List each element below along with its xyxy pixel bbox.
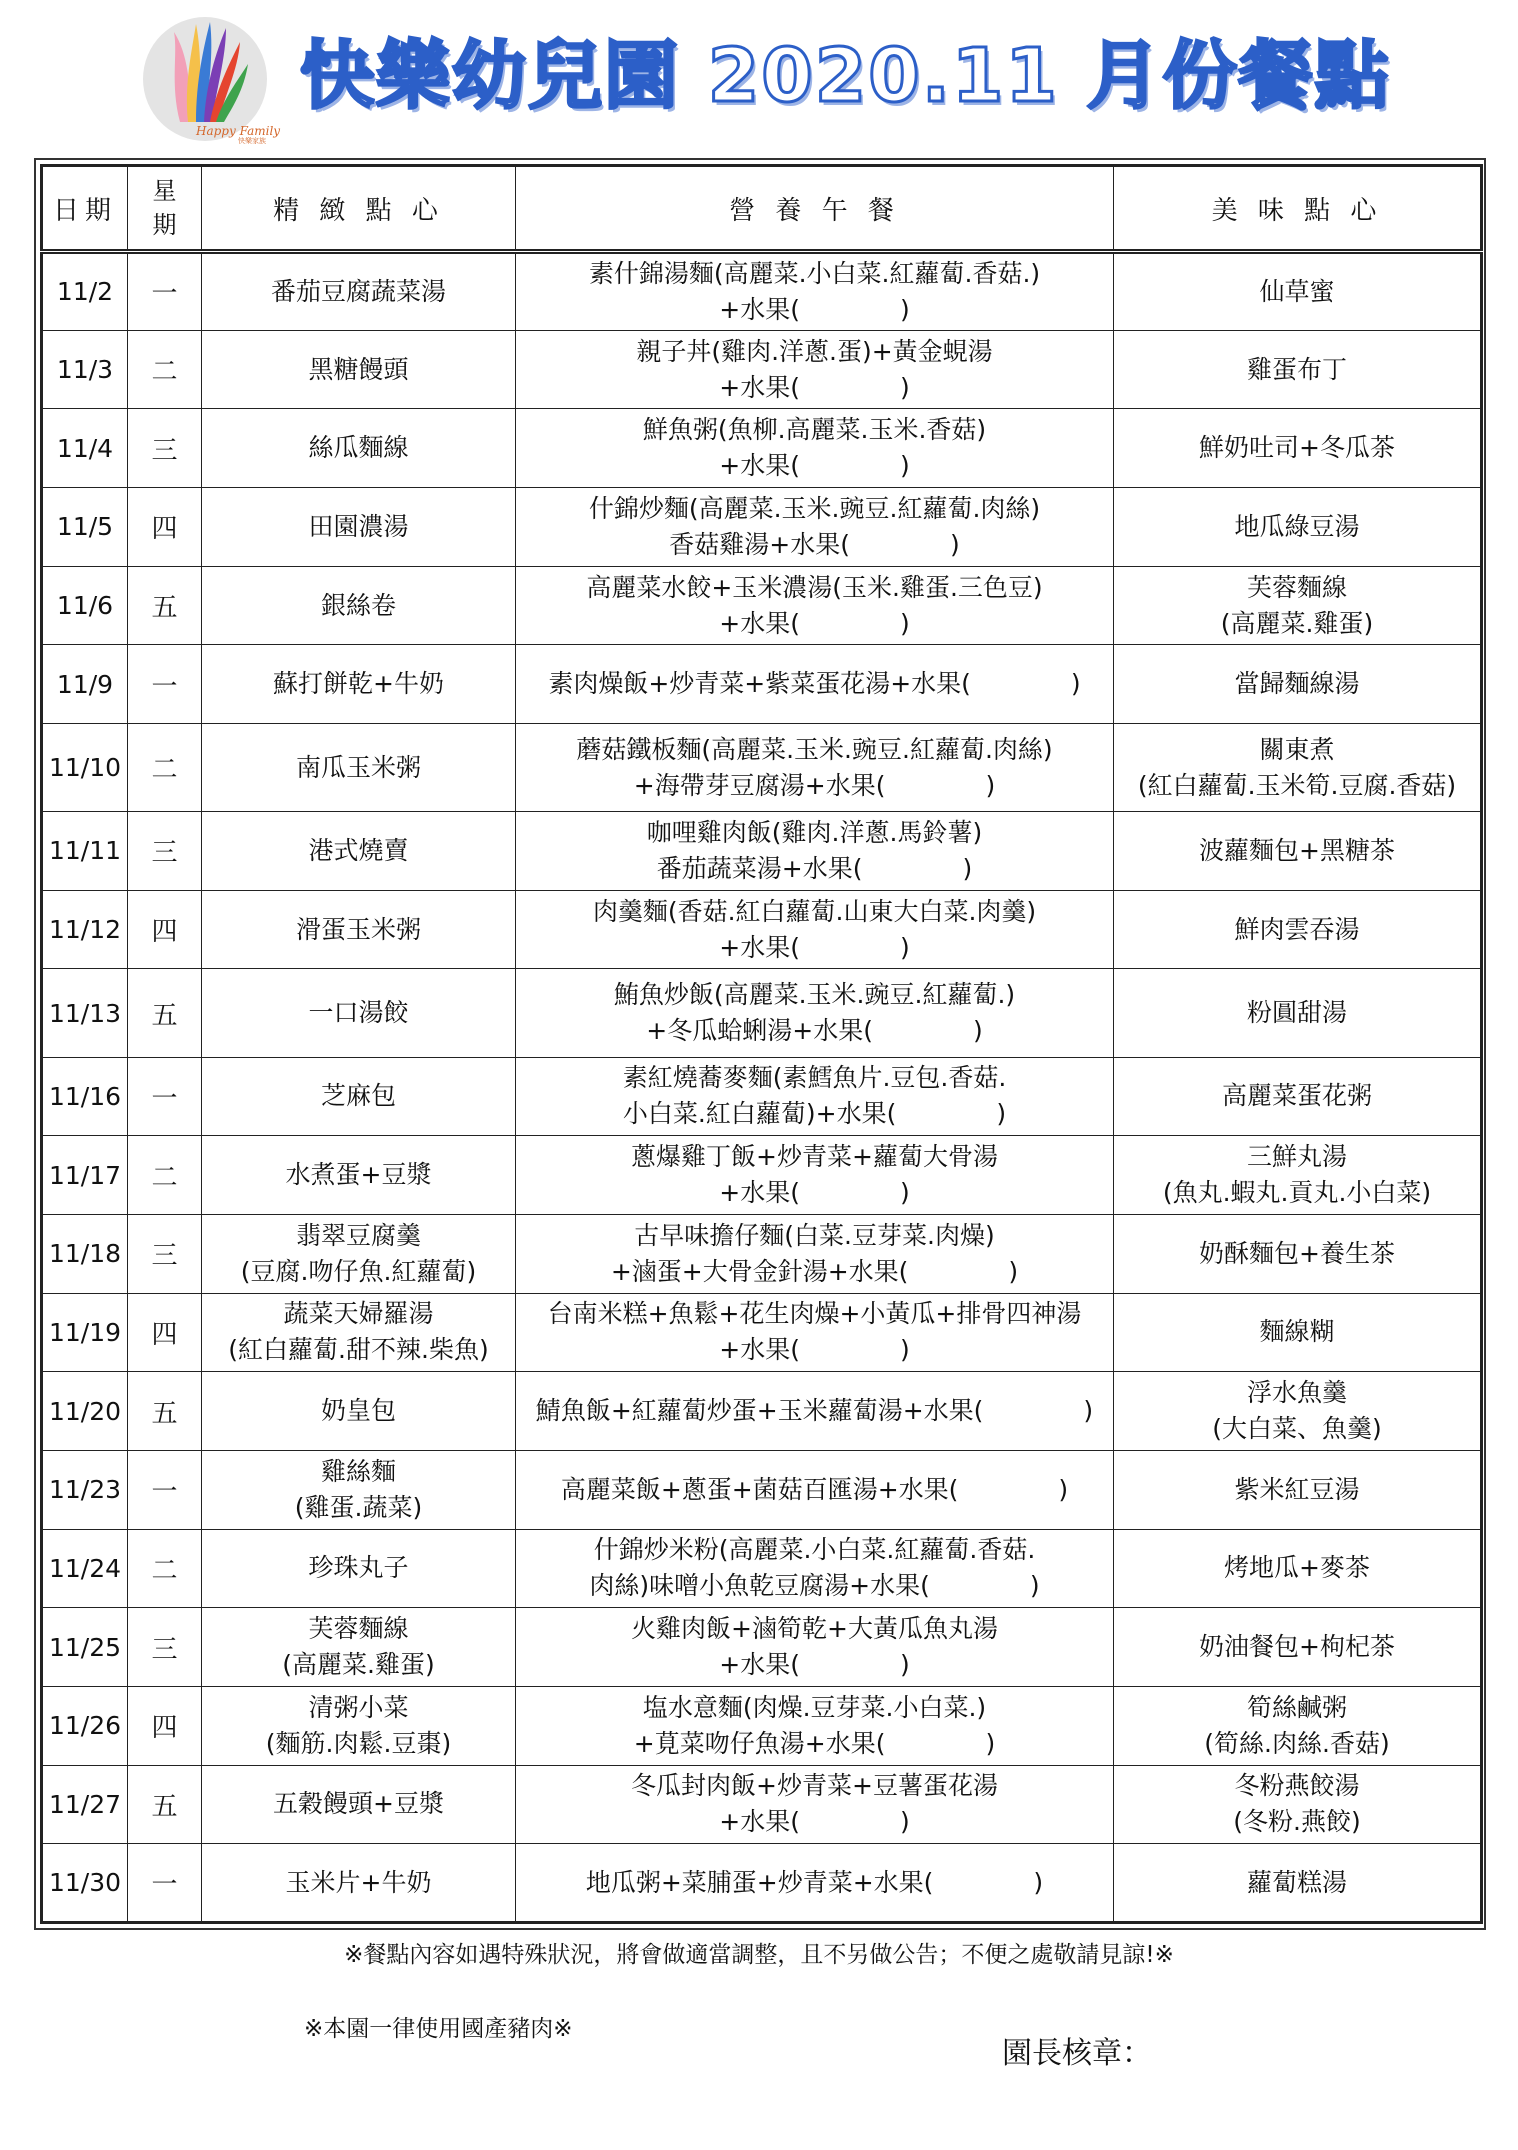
lunch-cell-line: +水果( ) [719,294,910,324]
date-cell: 11/12 [42,890,128,969]
morning-snack-cell-line: 芝麻包 [320,1081,396,1111]
afternoon-snack-cell [1114,409,1482,488]
weekday-cell: 三 [128,409,202,488]
weekday-cell: 四 [128,1686,202,1765]
lunch-cell-line: +莧菜吻仔魚湯+水果( ) [633,1728,996,1758]
lunch-cell-line: 冬瓜封肉飯+炒青菜+豆薯蛋花湯 [631,1771,998,1801]
weekday-cell: 三 [128,812,202,891]
afternoon-snack-cell-line: 奶油餐包+枸杞茶 [1199,1632,1395,1662]
table-row [42,890,1482,969]
weekday-cell: 二 [128,724,202,812]
lunch-cell [516,1214,1114,1293]
morning-snack-cell [202,724,516,812]
lunch-cell-line: +水果( ) [719,608,910,638]
lunch-cell [516,1529,1114,1608]
morning-snack-cell [202,969,516,1057]
lunch-cell [516,1136,1114,1215]
lunch-cell [516,1450,1114,1529]
date-cell: 11/23 [42,1450,128,1529]
afternoon-snack-cell-line: 浮水魚羹 [1246,1378,1347,1408]
lunch-cell [516,969,1114,1057]
table-row [42,1057,1482,1136]
weekday-cell: 四 [128,1293,202,1372]
date-cell: 11/30 [42,1844,128,1923]
morning-snack-cell-line: 港式燒賣 [308,835,409,865]
table-row [42,1608,1482,1687]
afternoon-snack-cell [1114,724,1482,812]
weekday-cell: 四 [128,890,202,969]
pork-origin-note: ※本園一律使用國產豬肉※ [304,2016,573,2042]
afternoon-snack-cell-line: 波蘿麵包+黑糖茶 [1199,835,1395,865]
lunch-cell [516,1293,1114,1372]
lunch-cell-line: +海帶芽豆腐湯+水果( ) [633,770,996,800]
date-cell: 11/9 [42,645,128,724]
date-cell: 11/16 [42,1057,128,1136]
lunch-cell-line: 鯖魚飯+紅蘿蔔炒蛋+玉米蘿蔔湯+水果( ) [535,1396,1094,1426]
morning-snack-cell-line: 滑蛋玉米粥 [295,914,421,944]
morning-snack-cell [202,1686,516,1765]
afternoon-snack-cell [1114,1765,1482,1844]
page-title: 快樂幼兒園 2020.11 月份餐點 [300,33,1391,119]
table-row [42,1450,1482,1529]
col-header-afternoon-snack: 美 味 點 心 [1114,166,1482,252]
afternoon-snack-cell-line: 鮮奶吐司+冬瓜茶 [1199,433,1395,463]
weekday-cell: 二 [128,1529,202,1608]
date-cell: 11/17 [42,1136,128,1215]
lunch-cell-line: 蘑菇鐵板麵(高麗菜.玉米.豌豆.紅蘿蔔.肉絲) [576,734,1053,764]
weekday-cell: 五 [128,1372,202,1451]
lunch-cell-line: 台南米糕+魚鬆+花生肉燥+小黃瓜+排骨四神湯 [547,1299,1082,1329]
lunch-cell-line: 地瓜粥+菜脯蛋+炒青菜+水果( ) [585,1867,1044,1897]
afternoon-snack-cell [1114,1136,1482,1215]
table-row [42,488,1482,567]
morning-snack-cell [202,566,516,645]
afternoon-snack-cell [1114,1529,1482,1608]
morning-snack-cell-line: 銀絲卷 [320,590,396,620]
date-cell: 11/11 [42,812,128,891]
lunch-cell [516,890,1114,969]
morning-snack-cell-line: 翡翠豆腐羹 [295,1220,421,1250]
afternoon-snack-cell [1114,566,1482,645]
lunch-cell [516,1372,1114,1451]
table-row [42,1529,1482,1608]
date-cell: 11/20 [42,1372,128,1451]
morning-snack-cell-line: 蘇打餅乾+牛奶 [273,669,444,699]
weekday-cell: 五 [128,969,202,1057]
lunch-cell-line: 親子丼(雞肉.洋蔥.蛋)+黃金蜆湯 [636,336,993,366]
table-row [42,969,1482,1057]
lunch-cell [516,1844,1114,1923]
weekday-cell: 二 [128,1136,202,1215]
morning-snack-cell-line: 五穀饅頭+豆漿 [273,1789,444,1819]
lunch-cell-line: +冬瓜蛤蜊湯+水果( ) [646,1016,983,1046]
afternoon-snack-cell-line: (魚丸.蝦丸.貢丸.小白菜) [1162,1178,1432,1208]
morning-snack-cell [202,1844,516,1923]
afternoon-snack-cell [1114,1608,1482,1687]
weekday-cell: 三 [128,1214,202,1293]
afternoon-snack-cell-line: 仙草蜜 [1259,276,1335,306]
table-row [42,1686,1482,1765]
afternoon-snack-cell [1114,1214,1482,1293]
table-row [42,1372,1482,1451]
date-cell: 11/27 [42,1765,128,1844]
afternoon-snack-cell [1114,1057,1482,1136]
morning-snack-cell-line: (高麗菜.雞蛋) [282,1650,435,1680]
date-cell: 11/3 [42,330,128,409]
table-row [42,566,1482,645]
principal-stamp-label: 園長核章： [1002,2036,1152,2071]
morning-snack-cell [202,1608,516,1687]
morning-snack-cell [202,488,516,567]
afternoon-snack-cell [1114,969,1482,1057]
lunch-cell [516,252,1114,331]
afternoon-snack-cell-line: 粉圓甜湯 [1246,998,1347,1028]
table-row [42,724,1482,812]
lunch-cell-line: 肉絲)味噌小魚乾豆腐湯+水果( ) [589,1571,1040,1601]
lunch-cell-line: +水果( ) [719,1335,910,1365]
weekday-cell: 一 [128,1450,202,1529]
morning-snack-cell-line: 清粥小菜 [308,1692,409,1722]
lunch-cell-line: +水果( ) [719,451,910,481]
morning-snack-cell [202,1529,516,1608]
afternoon-snack-cell-line: 麵線糊 [1259,1317,1335,1347]
afternoon-snack-cell-line: 三鮮丸湯 [1246,1142,1347,1172]
lunch-cell [516,1057,1114,1136]
afternoon-snack-cell [1114,488,1482,567]
weekday-cell: 五 [128,566,202,645]
lunch-cell [516,488,1114,567]
lunch-cell-line: +水果( ) [719,1178,910,1208]
lunch-cell-line: 塩水意麵(肉燥.豆芽菜.小白菜.) [642,1692,987,1722]
afternoon-snack-cell-line: (大白菜、魚羹) [1212,1414,1382,1444]
adjustment-note: ※餐點內容如遇特殊狀況，將會做適當調整，且不另做公告；不便之處敬請見諒!※ [344,1942,1174,1968]
morning-snack-cell-line: 南瓜玉米粥 [295,752,421,782]
date-cell: 11/24 [42,1529,128,1608]
afternoon-snack-cell [1114,890,1482,969]
morning-snack-cell-line: (麵筋.肉鬆.豆棗) [265,1728,452,1758]
morning-snack-cell [202,1450,516,1529]
lunch-cell-line: 鮮魚粥(魚柳.高麗菜.玉米.香菇) [642,415,987,445]
morning-snack-cell-line: 水煮蛋+豆漿 [285,1160,432,1190]
lunch-cell [516,330,1114,409]
lunch-cell-line: 鮪魚炒飯(高麗菜.玉米.豌豆.紅蘿蔔.) [613,980,1016,1010]
table-row [42,252,1482,331]
morning-snack-cell [202,252,516,331]
weekday-cell: 四 [128,488,202,567]
afternoon-snack-cell [1114,812,1482,891]
afternoon-snack-cell [1114,252,1482,331]
date-cell: 11/26 [42,1686,128,1765]
table-row [42,1765,1482,1844]
morning-snack-cell-line: (豆腐.吻仔魚.紅蘿蔔) [240,1256,477,1286]
afternoon-snack-cell-line: 芙蓉麵線 [1246,572,1347,602]
afternoon-snack-cell-line: 鮮肉雲吞湯 [1234,914,1360,944]
flame-logo-icon [140,14,281,145]
col-header-lunch: 營 養 午 餐 [516,166,1114,252]
afternoon-snack-cell [1114,645,1482,724]
afternoon-snack-cell-line: 地瓜綠豆湯 [1234,511,1360,541]
afternoon-snack-cell-line: 關東煮 [1259,734,1335,764]
morning-snack-cell [202,330,516,409]
table-row [42,1293,1482,1372]
lunch-cell-line: +水果( ) [719,932,910,962]
lunch-cell-line: 蔥爆雞丁飯+炒青菜+蘿蔔大骨湯 [631,1142,998,1172]
morning-snack-cell-line: 番茄豆腐蔬菜湯 [270,276,446,306]
morning-snack-cell [202,1293,516,1372]
afternoon-snack-cell [1114,1686,1482,1765]
weekday-cell: 五 [128,1765,202,1844]
svg-text:Happy Family: Happy Family [196,124,281,138]
morning-snack-cell-line: (紅白蘿蔔.甜不辣.柴魚) [228,1335,489,1365]
table-header-row [42,166,1482,252]
date-cell: 11/25 [42,1608,128,1687]
lunch-cell-line: 什錦炒麵(高麗菜.玉米.豌豆.紅蘿蔔.肉絲) [588,493,1041,523]
lunch-cell-line: 什錦炒米粉(高麗菜.小白菜.紅蘿蔔.香菇. [593,1535,1036,1565]
date-cell: 11/18 [42,1214,128,1293]
lunch-cell [516,409,1114,488]
afternoon-snack-cell-line: 紫米紅豆湯 [1234,1474,1360,1504]
afternoon-snack-cell-line: (高麗菜.雞蛋) [1220,608,1374,638]
afternoon-snack-cell-line: (紅白蘿蔔.玉米筍.豆腐.香菇) [1137,770,1457,800]
lunch-cell-line: 咖哩雞肉飯(雞肉.洋蔥.馬鈴薯) [646,817,983,847]
table-row [42,812,1482,891]
date-cell: 11/13 [42,969,128,1057]
lunch-cell-line: 肉羹麵(香菇.紅白蘿蔔.山東大白菜.肉羹) [592,896,1037,926]
lunch-cell-line: 高麗菜水餃+玉米濃湯(玉米.雞蛋.三色豆) [586,572,1043,602]
afternoon-snack-cell-line: (冬粉.燕餃) [1233,1807,1361,1837]
morning-snack-cell-line: 絲瓜麵線 [308,433,409,463]
lunch-cell [516,1686,1114,1765]
table-row [42,645,1482,724]
morning-snack-cell-line: 奶皇包 [320,1396,396,1426]
page-header [0,0,1518,150]
weekday-cell: 一 [128,1844,202,1923]
lunch-cell [516,566,1114,645]
date-cell: 11/4 [42,409,128,488]
lunch-cell-line: +滷蛋+大骨金針湯+水果( ) [610,1256,1019,1286]
morning-snack-cell-line: 蔬菜天婦羅湯 [283,1299,434,1329]
weekday-cell: 一 [128,252,202,331]
afternoon-snack-cell-line: 冬粉燕餃湯 [1234,1771,1360,1801]
morning-snack-cell [202,645,516,724]
afternoon-snack-cell-line: 奶酥麵包+養生茶 [1199,1238,1395,1268]
morning-snack-cell-line: 田園濃湯 [308,511,409,541]
lunch-cell-line: +水果( ) [719,1807,910,1837]
lunch-cell-line: 素紅燒蕎麥麵(素鱈魚片.豆包.香菇. [622,1063,1007,1093]
col-header-date: 日期 [42,166,128,252]
morning-snack-cell [202,1372,516,1451]
morning-snack-cell [202,812,516,891]
lunch-cell [516,724,1114,812]
lunch-cell-line: +水果( ) [719,1650,910,1680]
morning-snack-cell [202,1765,516,1844]
weekday-cell: 三 [128,1608,202,1687]
weekday-header-char-2: 期 [152,211,177,239]
morning-snack-cell-line: 玉米片+牛奶 [285,1867,432,1897]
afternoon-snack-cell [1114,330,1482,409]
lunch-cell-line: 火雞肉飯+滷筍乾+大黃瓜魚丸湯 [631,1614,998,1644]
morning-snack-cell [202,409,516,488]
lunch-cell-line: +水果( ) [719,372,910,402]
table-row [42,1844,1482,1923]
lunch-cell [516,1765,1114,1844]
lunch-cell-line: 高麗菜飯+蔥蛋+菌菇百匯湯+水果( ) [560,1474,1069,1504]
afternoon-snack-cell [1114,1450,1482,1529]
afternoon-snack-cell-line: 蘿蔔糕湯 [1246,1867,1347,1897]
table-row [42,330,1482,409]
menu-table [40,164,1483,1924]
weekday-cell: 二 [128,330,202,409]
table-row [42,1214,1482,1293]
afternoon-snack-cell-line: 雞蛋布丁 [1246,354,1347,384]
morning-snack-cell-line: 珍珠丸子 [308,1553,409,1583]
morning-snack-cell-line: (雞蛋.蔬菜) [294,1492,423,1522]
menu-table-frame [34,158,1486,1930]
lunch-cell-line: 素肉燥飯+炒青菜+紫菜蛋花湯+水果( ) [548,669,1081,699]
afternoon-snack-cell [1114,1372,1482,1451]
date-cell: 11/19 [42,1293,128,1372]
weekday-cell: 一 [128,1057,202,1136]
menu-table-body [42,252,1482,1923]
morning-snack-cell-line: 一口湯餃 [308,998,409,1028]
afternoon-snack-cell-line: 高麗菜蛋花粥 [1221,1081,1372,1111]
morning-snack-cell [202,1214,516,1293]
lunch-cell [516,812,1114,891]
weekday-cell: 一 [128,645,202,724]
table-row [42,1136,1482,1215]
morning-snack-cell [202,890,516,969]
date-cell: 11/2 [42,252,128,331]
lunch-cell-line: 小白菜.紅白蘿蔔)+水果( ) [622,1099,1007,1129]
lunch-cell [516,1608,1114,1687]
weekday-header-char-1: 星 [152,177,177,205]
morning-snack-cell-line: 芙蓉麵線 [308,1614,409,1644]
afternoon-snack-cell [1114,1844,1482,1923]
afternoon-snack-cell-line: 烤地瓜+麥茶 [1224,1553,1370,1583]
svg-text:快樂家族: 快樂家族 [238,137,266,145]
morning-snack-cell [202,1057,516,1136]
afternoon-snack-cell [1114,1293,1482,1372]
date-cell: 11/5 [42,488,128,567]
col-header-weekday [128,166,202,252]
afternoon-snack-cell-line: 當歸麵線湯 [1234,669,1360,699]
morning-snack-cell [202,1136,516,1215]
lunch-cell-line: 番茄蔬菜湯+水果( ) [656,853,973,883]
morning-snack-cell-line: 雞絲麵 [320,1456,396,1486]
morning-snack-cell-line: 黑糖饅頭 [308,354,409,384]
afternoon-snack-cell-line: (筍絲.肉絲.香菇) [1204,1728,1390,1758]
lunch-cell-line: 素什錦湯麵(高麗菜.小白菜.紅蘿蔔.香菇.) [588,258,1041,288]
kindergarten-logo [140,14,281,145]
table-row [42,409,1482,488]
col-header-morning-snack: 精 緻 點 心 [202,166,516,252]
lunch-cell-line: 香菇雞湯+水果( ) [669,529,960,559]
date-cell: 11/10 [42,724,128,812]
lunch-cell [516,645,1114,724]
lunch-cell-line: 古早味擔仔麵(白菜.豆芽菜.肉燥) [634,1220,995,1250]
date-cell: 11/6 [42,566,128,645]
afternoon-snack-cell-line: 筍絲鹹粥 [1246,1692,1347,1722]
